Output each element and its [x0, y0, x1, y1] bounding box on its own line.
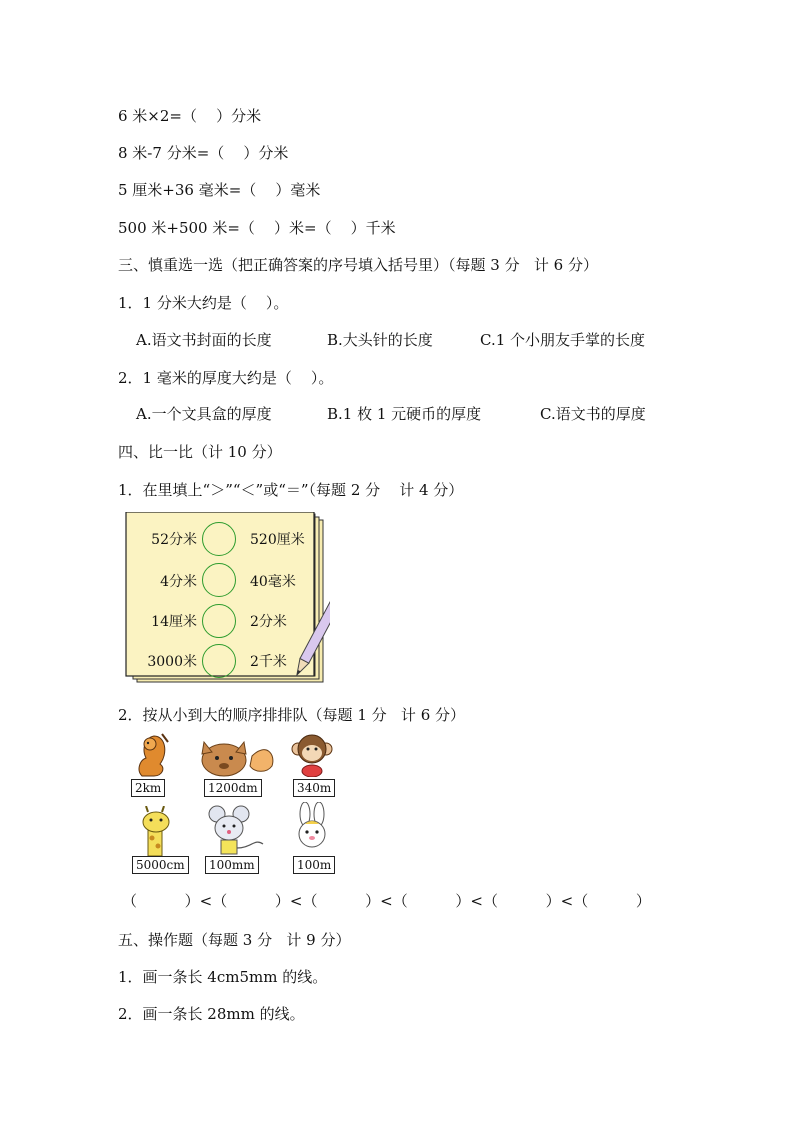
tag-4: 5000cm	[132, 856, 189, 874]
compare-left-3: 14厘米	[151, 614, 197, 630]
monkey-icon	[290, 731, 334, 777]
section-3-heading: 三、慎重选一选（把正确答案的序号填入括号里）（每题 3 分 计 6 分）	[118, 256, 598, 274]
compare-right-3: 2分米	[250, 614, 287, 630]
tag-3: 340m	[293, 779, 335, 797]
compare-right-1: 520厘米	[250, 532, 305, 548]
compare-left-4: 3000米	[147, 654, 197, 670]
conversion-1: 6 米×2=（ ）分米	[118, 107, 262, 125]
conversion-4: 500 米+500 米=（ ）米=（ ）千米	[118, 219, 396, 237]
option-3-1-c: C.1 个小朋友手掌的长度	[480, 331, 646, 349]
fox-icon	[196, 732, 276, 778]
question-3-1: 1．1 分米大约是（ ）。	[118, 294, 289, 312]
answer-circle-3[interactable]	[202, 604, 236, 638]
answer-circle-2[interactable]	[202, 563, 236, 597]
section-5-heading: 五、操作题（每题 3 分 计 9 分）	[118, 931, 351, 949]
compare-right-4: 2千米	[250, 654, 287, 670]
answer-circle-4[interactable]	[202, 644, 236, 678]
question-5-1: 1．画一条长 4cm5mm 的线。	[118, 968, 328, 986]
option-3-2-c: C.语文书的厚度	[540, 405, 646, 423]
conversion-3: 5 厘米+36 毫米=（ ）毫米	[118, 181, 321, 199]
rabbit-icon	[291, 802, 333, 856]
tag-5: 100mm	[205, 856, 259, 874]
order-answer-line[interactable]: （ ）<（ ）<（ ）<（ ）<（ ）<（ ）	[122, 892, 651, 910]
option-3-2-a: A.一个文具盒的厚度	[136, 405, 272, 423]
tag-2: 1200dm	[204, 779, 262, 797]
option-3-2-b: B.1 枚 1 元硬币的厚度	[327, 405, 482, 423]
giraffe-icon	[136, 806, 176, 858]
comparison-book	[125, 512, 330, 684]
tag-6: 100m	[293, 856, 335, 874]
question-4-1: 1．在里填上“＞”“＜”或“＝”（每题 2 分 计 4 分）	[118, 481, 464, 499]
squirrel-icon	[132, 730, 172, 778]
section-4-heading: 四、比一比（计 10 分）	[118, 443, 282, 461]
compare-left-1: 52分米	[151, 532, 197, 548]
compare-right-2: 40毫米	[250, 574, 296, 590]
conversion-2: 8 米-7 分米=（ ）分米	[118, 144, 289, 162]
option-3-1-a: A.语文书封面的长度	[136, 331, 272, 349]
question-4-2: 2．按从小到大的顺序排排队（每题 1 分 计 6 分）	[118, 706, 466, 724]
compare-left-2: 4分米	[160, 574, 197, 590]
option-3-1-b: B.大头针的长度	[327, 331, 433, 349]
answer-circle-1[interactable]	[202, 522, 236, 556]
mouse-icon	[207, 804, 267, 856]
question-3-2: 2．1 毫米的厚度大约是（ ）。	[118, 369, 334, 387]
question-5-2: 2．画一条长 28mm 的线。	[118, 1005, 305, 1023]
tag-1: 2km	[131, 779, 165, 797]
